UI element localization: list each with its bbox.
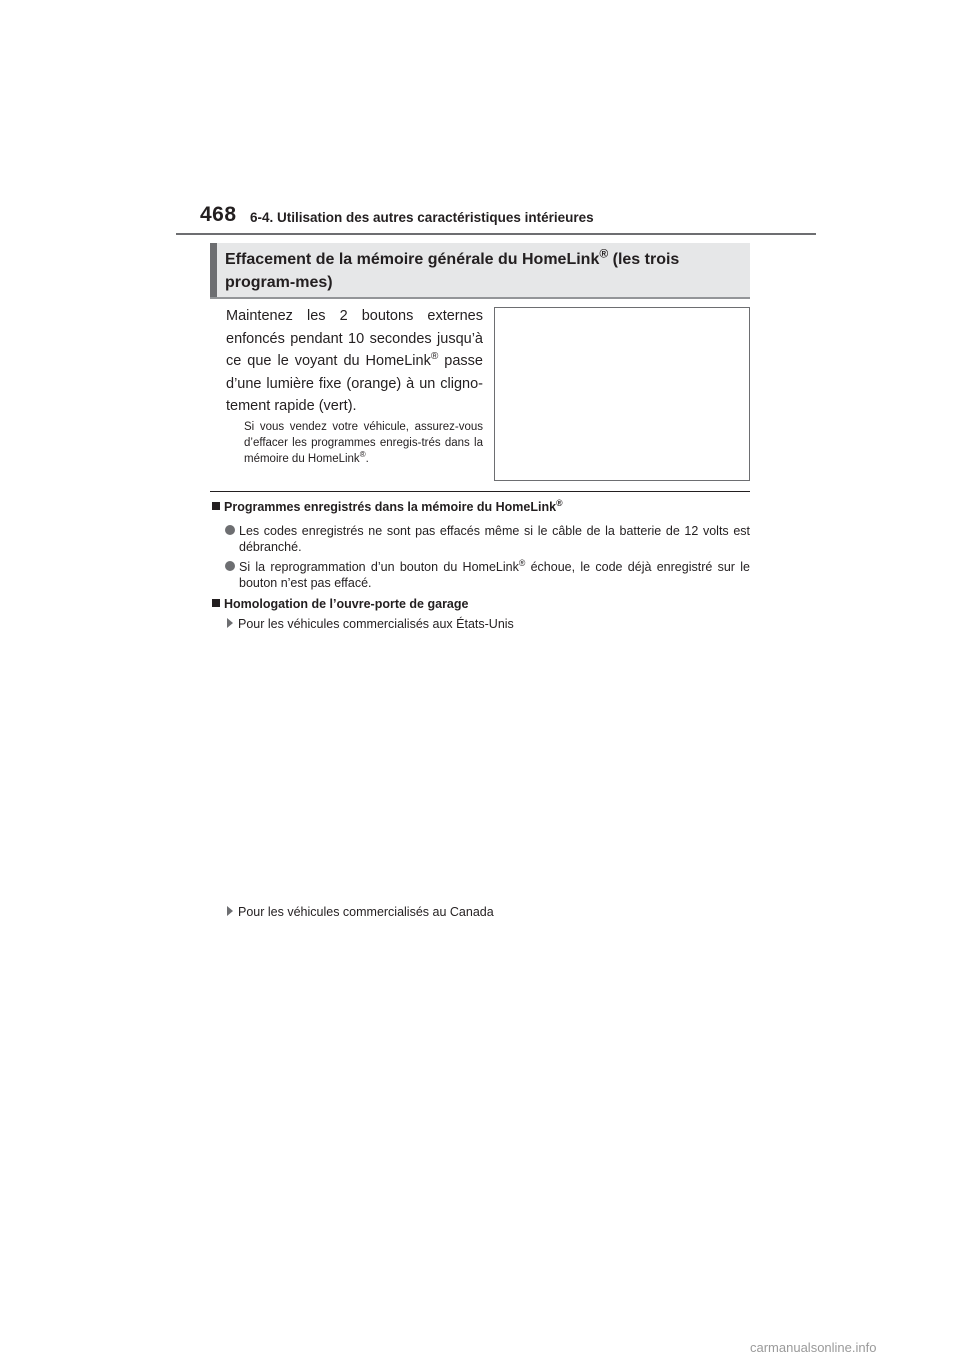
page-number: 468	[200, 203, 237, 226]
info-heading-text: Homologation de l’ouvre-porte de garage	[224, 597, 469, 611]
round-bullet-icon	[225, 525, 235, 535]
info-item-text: Les codes enregistrés ne sont pas effacés même si le câble de la batterie de 12 volts est débranché.	[239, 524, 750, 554]
section-title: 6-4. Utilisation des autres caractéristiques intérieures	[250, 210, 594, 225]
info-divider	[210, 491, 750, 492]
region-label-text: Pour les véhicules commercialisés aux États-Unis	[238, 617, 514, 631]
info-item-text	[239, 559, 750, 591]
header-divider	[176, 233, 816, 235]
topic-heading	[225, 248, 745, 294]
instruction-note	[244, 419, 483, 467]
info-heading-programs	[212, 497, 563, 514]
topic-heading-text-end: (les trois program-mes)	[225, 251, 680, 291]
region-label-canada	[227, 905, 494, 919]
registered-mark: ®	[556, 497, 563, 508]
note-text: Si vous vendez votre véhicule, assurez-vous d’effacer les programmes enregis-trés dans la mémoire du HomeLink	[244, 421, 483, 465]
note-text-end: .	[365, 453, 369, 465]
info-item-text-end: échoue, le code déjà enregistré sur le bouton n’est pas effacé.	[239, 560, 750, 590]
instruction-text: Maintenez les 2 boutons externes enfoncés pendant 10 secondes jusqu’à ce que le voyant du HomeLink	[226, 308, 483, 369]
square-bullet-icon	[212, 502, 220, 510]
watermark: carmanualsonline.info	[750, 1340, 877, 1355]
instruction-text-end: passe d’une lumière fixe (orange) à un cligno-tement rapide (vert).	[226, 353, 483, 414]
illustration-frame	[494, 307, 750, 481]
instruction-paragraph	[226, 305, 483, 418]
info-heading-text: Programmes enregistrés dans la mémoire du HomeLink	[224, 500, 557, 514]
triangle-bullet-icon	[227, 618, 233, 628]
info-item	[225, 523, 750, 555]
registered-mark: ®	[599, 246, 609, 261]
info-item	[225, 559, 750, 591]
registered-mark: ®	[430, 350, 439, 362]
registered-mark: ®	[359, 450, 366, 460]
page-header	[200, 203, 820, 233]
region-label-text: Pour les véhicules commercialisés au Canada	[238, 905, 494, 919]
topic-heading-box	[210, 243, 750, 299]
heading-accent-bar	[210, 243, 217, 297]
region-label-usa	[227, 617, 514, 631]
triangle-bullet-icon	[227, 906, 233, 916]
topic-heading-text: Effacement de la mémoire générale du HomeLink	[225, 251, 600, 268]
registered-mark: ®	[518, 557, 526, 568]
info-item-text-start: Si la reprogrammation d’un bouton du HomeLink	[239, 560, 519, 574]
square-bullet-icon	[212, 599, 220, 607]
info-heading-approval	[212, 597, 468, 611]
round-bullet-icon	[225, 561, 235, 571]
